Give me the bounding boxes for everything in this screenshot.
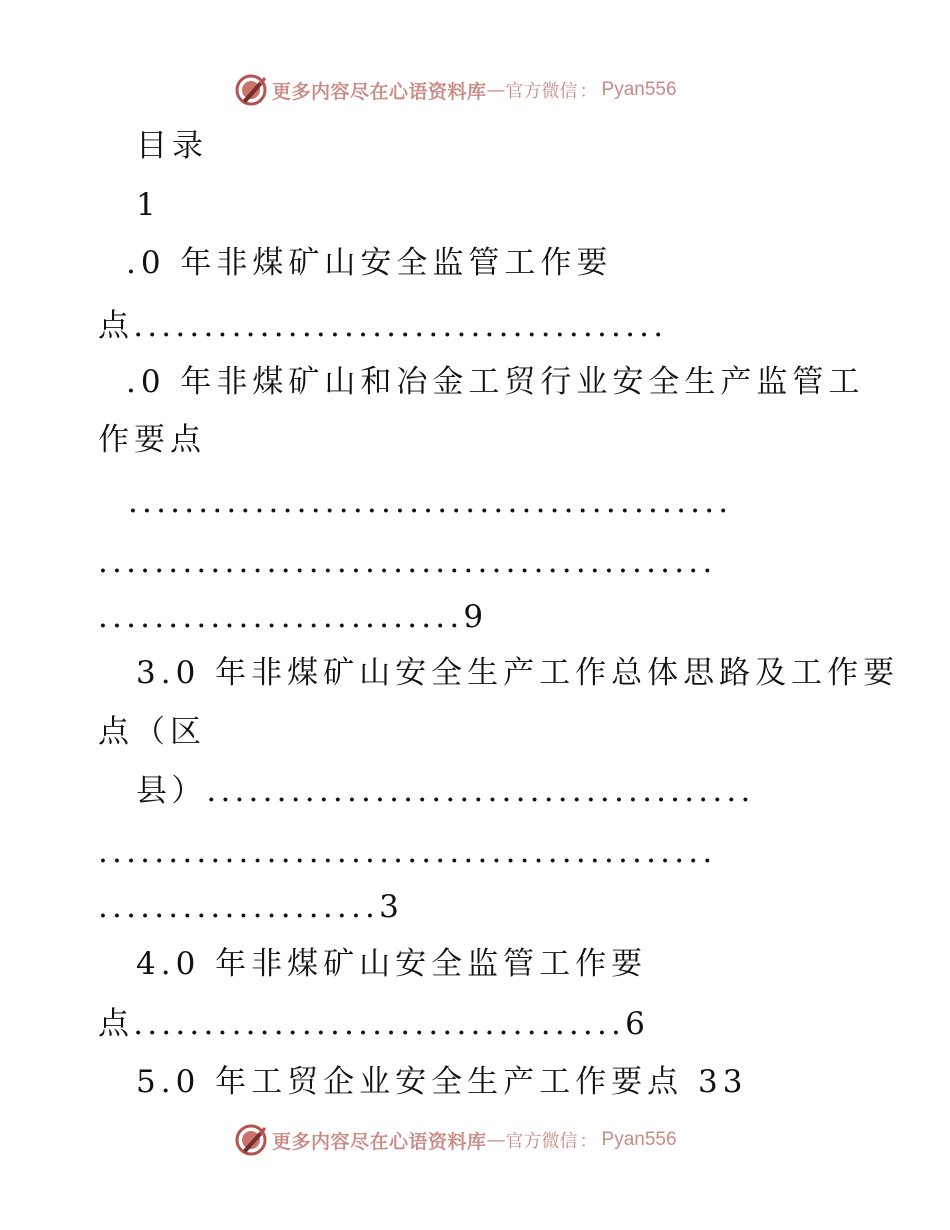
toc-entry-2-leader-3[interactable]: ..........................9 xyxy=(98,599,488,635)
toc-entry-1-title[interactable]: .0 年非煤矿山安全监管工作要 xyxy=(126,245,613,281)
toc-entry-5-title[interactable]: 5.0 年工贸企业安全生产工作要点 33 xyxy=(136,1064,748,1100)
pen-logo-icon xyxy=(234,1123,268,1157)
watermark-text: 更多内容尽在心语资料库 xyxy=(272,80,487,103)
watermark-footer xyxy=(234,1122,677,1158)
watermark-separator: — xyxy=(486,79,506,101)
watermark-header xyxy=(234,72,677,108)
watermark-colon: ： xyxy=(579,81,598,102)
watermark-wechat-id: Pyan556 xyxy=(601,79,677,100)
pen-logo-icon xyxy=(234,73,268,107)
toc-title: 目录 xyxy=(136,128,208,164)
watermark-wechat-label: 官方微信 xyxy=(505,1131,578,1152)
watermark-separator: — xyxy=(486,1129,506,1151)
toc-entry-3-leader-1[interactable]: 县）....................................... xyxy=(136,773,755,809)
toc-entry-3-leader-2[interactable]: ............................................ xyxy=(98,834,717,870)
toc-entry-4-title[interactable]: 4.0 年非煤矿山安全监管工作要 xyxy=(136,946,648,982)
toc-entry-2-title-cont[interactable]: 作要点 xyxy=(98,422,206,458)
toc-entry-3-title[interactable]: 3.0 年非煤矿山安全生产工作总体思路及工作要 xyxy=(136,655,900,691)
toc-entry-3-title-cont[interactable]: 点（区 xyxy=(98,714,206,750)
watermark-wechat-id: Pyan556 xyxy=(601,1129,677,1150)
toc-entry-1-leader[interactable]: 点...................................... xyxy=(98,308,668,344)
watermark-colon: ： xyxy=(579,1131,598,1152)
toc-entry-2-leader-2[interactable]: ............................................ xyxy=(98,544,717,580)
toc-entry-2-leader-1[interactable]: ........................................... xyxy=(128,484,733,520)
watermark-text: 更多内容尽在心语资料库 xyxy=(272,1130,487,1153)
toc-line-number: 1 xyxy=(136,187,161,223)
toc-entry-4-leader[interactable]: 点...................................6 xyxy=(98,1006,650,1042)
watermark-wechat-label: 官方微信 xyxy=(505,81,578,102)
toc-entry-2-title[interactable]: .0 年非煤矿山和冶金工贸行业安全生产监管工 xyxy=(126,364,865,400)
toc-entry-3-leader-3[interactable]: ....................3 xyxy=(98,889,404,925)
